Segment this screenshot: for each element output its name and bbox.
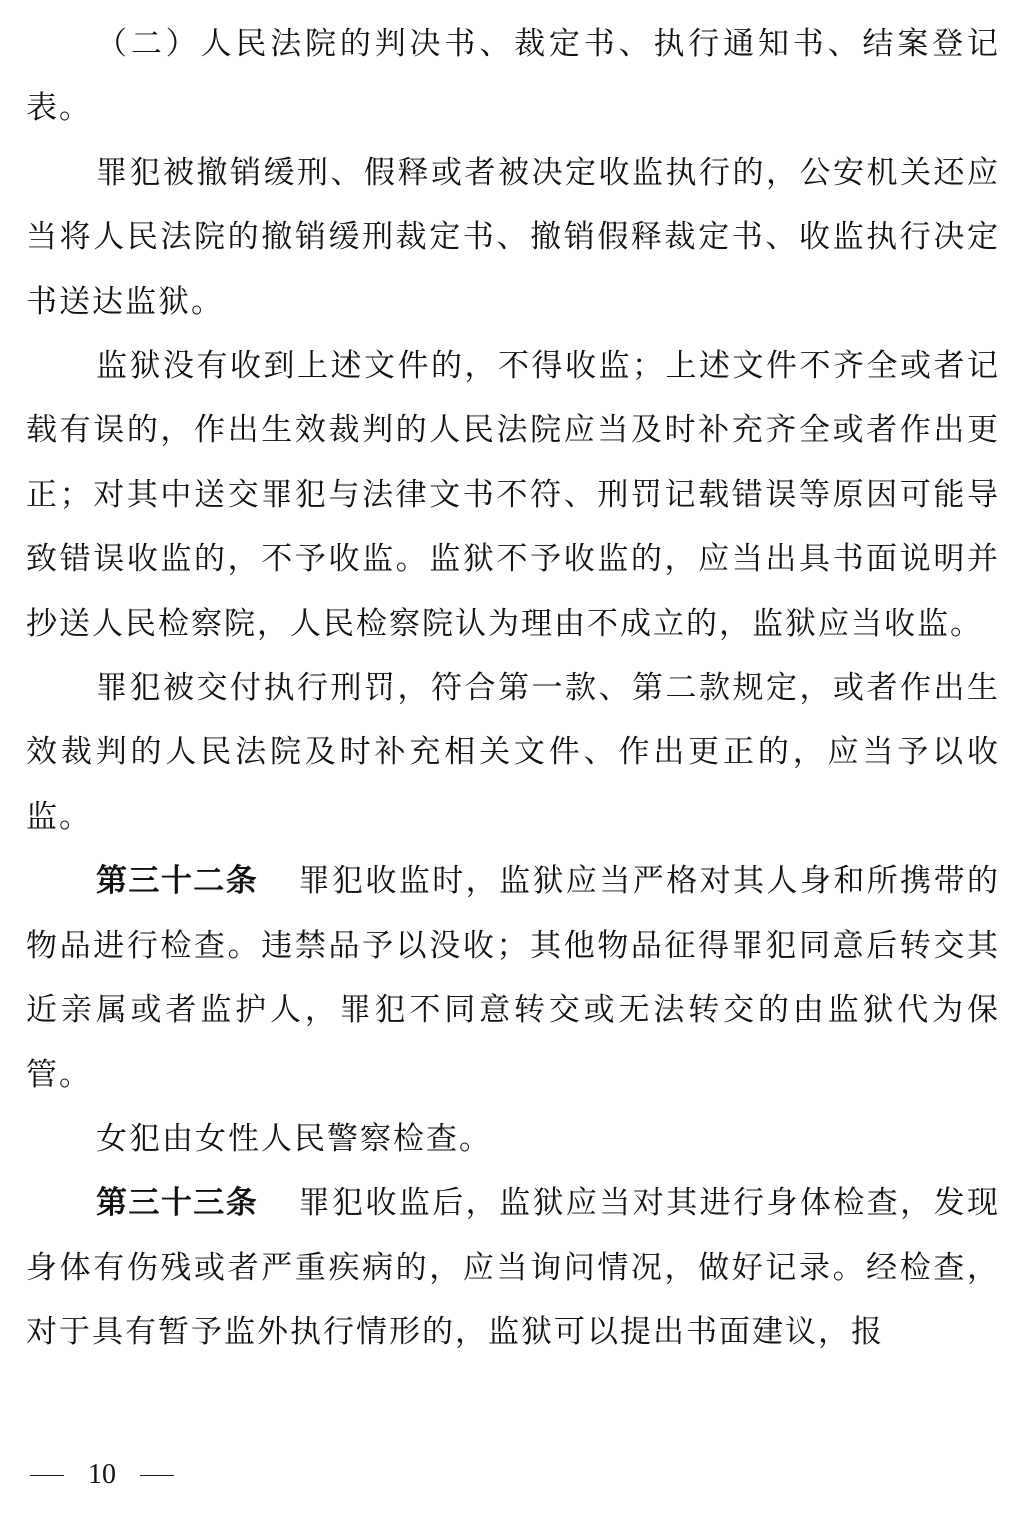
paragraph-text: 监狱没有收到上述文件的，不得收监；上述文件不齐全或者记载有误的，作出生效裁判的人民法院应当及时补充齐全或者作出更正；对其中送交罪犯与法律文书不符、刑罚记载错误等原因可能导致错误收监的，不予收监。监狱不予收监的，应当出具书面说明并抄送人民检察院，人民检察院认为理由不成立的，监狱应当收监。 (26, 348, 1000, 642)
paragraph-text: 罪犯被撤销缓刑、假释或者被决定收监执行的，公安机关还应当将人民法院的撤销缓刑裁定书、撤销假释裁定书、收监执行决定书送达监狱。 (26, 154, 1000, 320)
paragraph-text: 女犯由女性人民警察检查。 (96, 1120, 492, 1157)
paragraph-6 (26, 1107, 1000, 1171)
paragraph-text: （二）人民法院的判决书、裁定书、执行通知书、结案登记表。 (26, 26, 1000, 127)
paragraph-text: 罪犯收监时，监狱应当严格对其人身和所携带的物品进行检查。违禁品予以没收；其他物品征得罪犯同意后转交其近亲属或者监护人，罪犯不同意转交或无法转交的由监狱代为保管。 (26, 863, 1001, 1093)
paragraph-2 (26, 141, 1000, 334)
page-footer (30, 1455, 174, 1495)
article-heading: 第三十三条 (96, 1185, 259, 1222)
paragraph-3 (26, 334, 1000, 656)
paragraph-text: 罪犯被交付执行刑罚，符合第一款、第二款规定，或者作出生效裁判的人民法院及时补充相关文件、作出更正的，应当予以收监。 (26, 670, 1000, 835)
article-33-paragraph (26, 1171, 1000, 1364)
paragraph-4 (26, 656, 1000, 849)
document-body (26, 12, 1000, 1365)
page-number: 10 (88, 1459, 116, 1490)
paragraph-text: 罪犯收监后，监狱应当对其进行身体检查，发现身体有伤残或者严重疾病的，应当询问情况，做好记录。经检查，对于具有暂予监外执行情形的，监狱可以提出书面建议，报 (26, 1185, 1001, 1351)
paragraph-1 (26, 12, 1000, 141)
footer-dash-right (140, 1475, 174, 1476)
footer-dash-left (30, 1475, 64, 1476)
article-heading: 第三十二条 (96, 863, 259, 900)
article-32-paragraph (26, 849, 1000, 1107)
